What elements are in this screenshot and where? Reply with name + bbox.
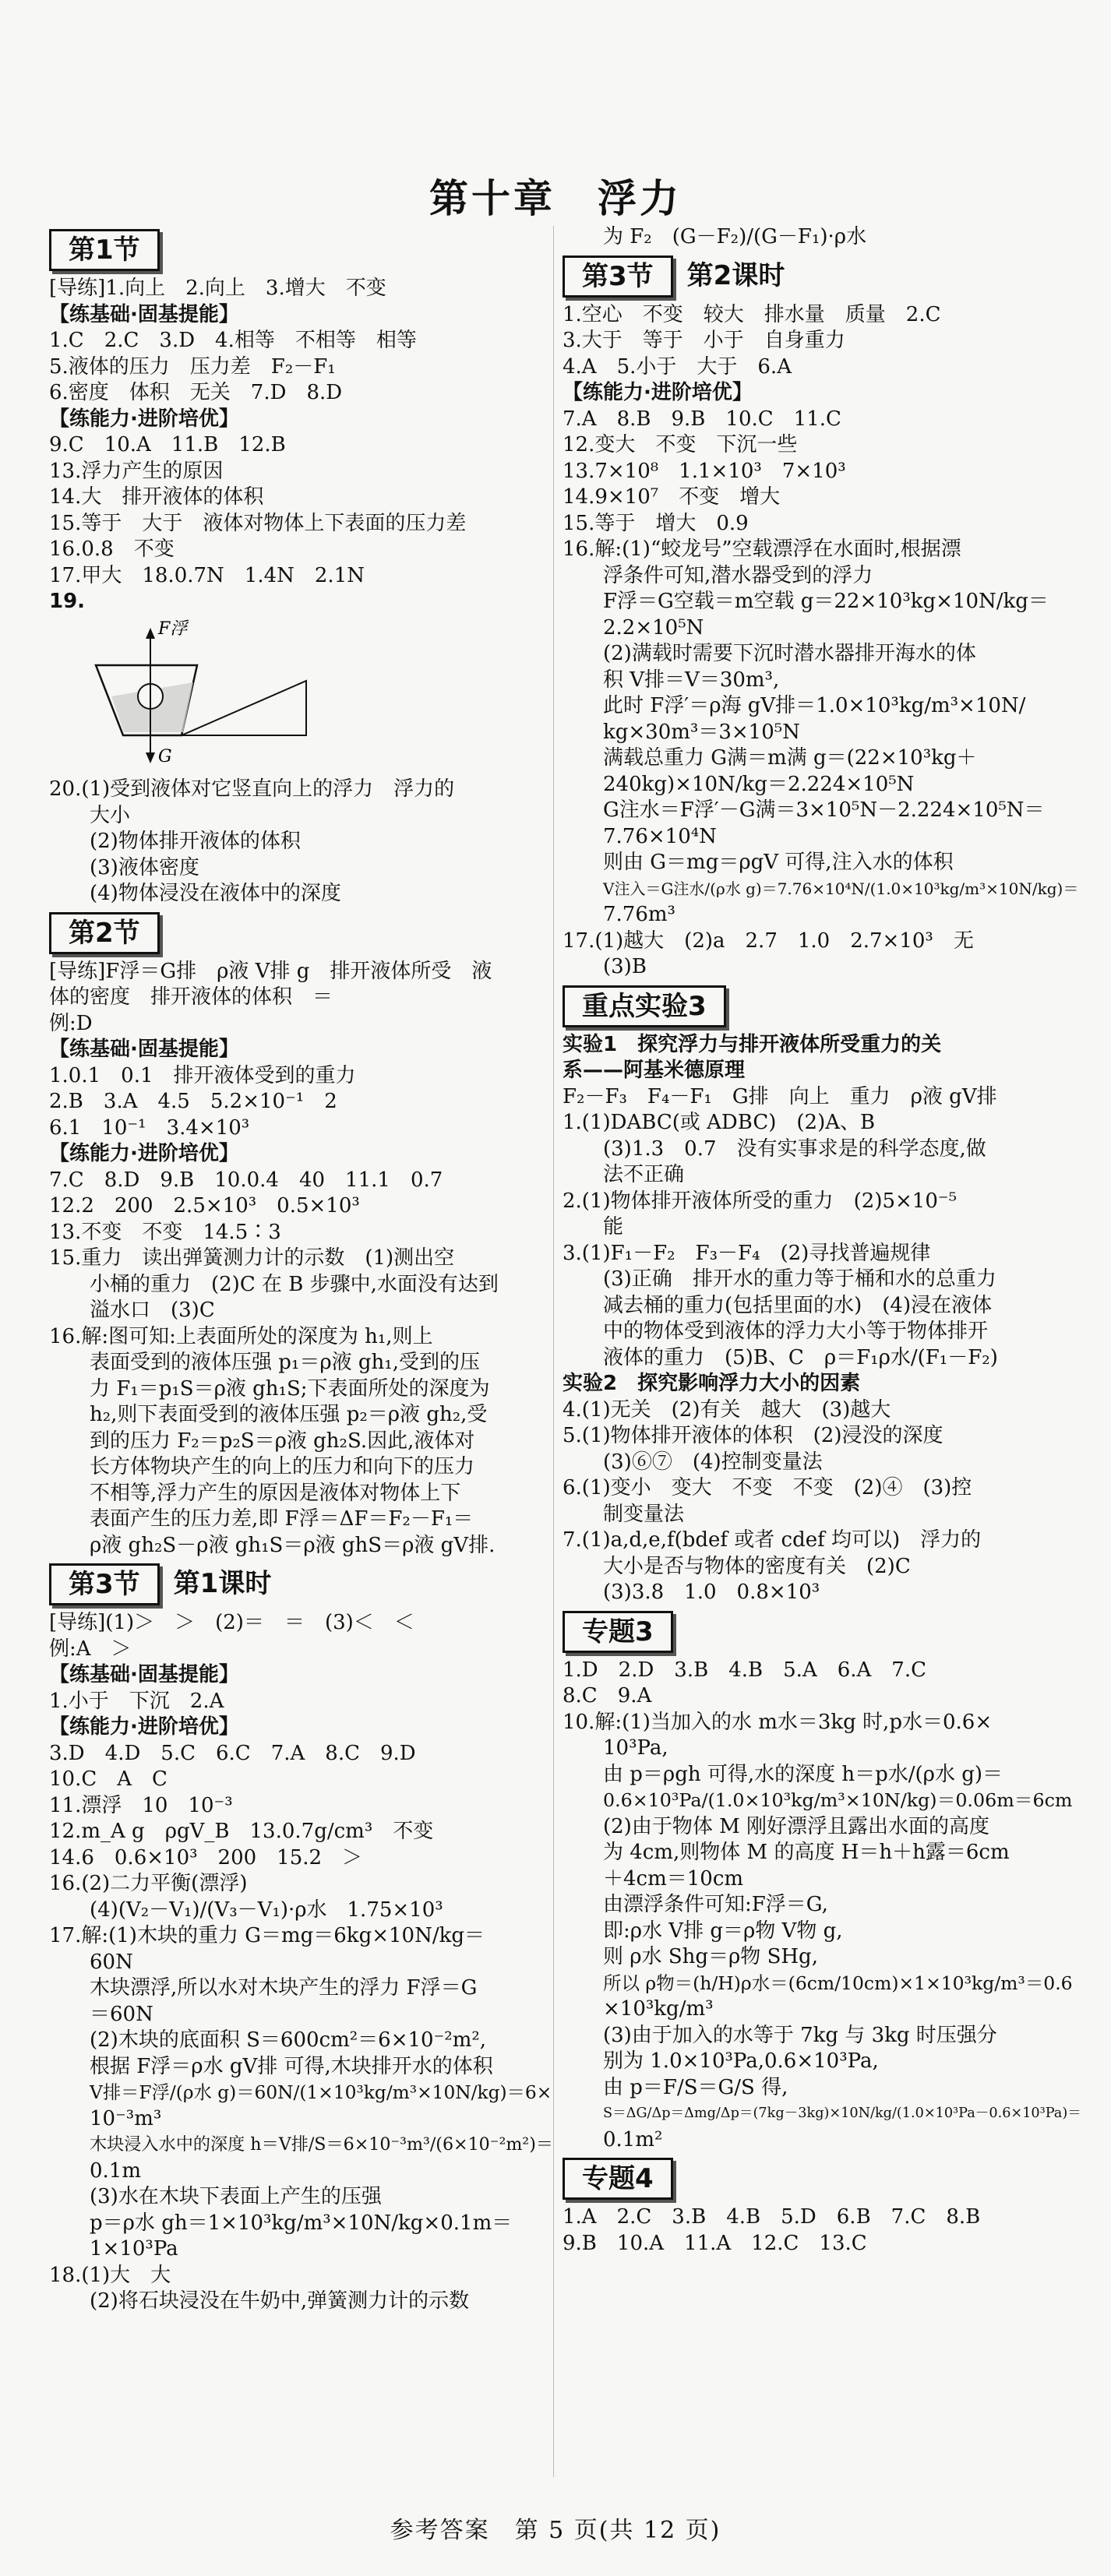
answer-line: kg×30m³＝3×10⁵N <box>603 720 800 744</box>
answer-line: 17.甲大 18.0.7N 1.4N 2.1N <box>49 563 365 587</box>
answer-line: 3.大于 等于 小于 自身重力 <box>563 329 845 352</box>
answer-line: (2)由于物体 M 刚好漂浮且露出水面的高度 <box>603 1814 989 1838</box>
answer-line: [导练](1)＞ ＞ (2)＝ ＝ (3)＜ ＜ <box>49 1611 414 1634</box>
answer-line: 14.6 0.6×10³ 200 15.2 ＞ <box>49 1845 363 1869</box>
answer-line: 根据 F浮＝ρ水 gV排 可得,木块排开水的体积 <box>90 2054 493 2078</box>
section-title-box: 专题3 <box>563 1611 673 1653</box>
section-title-box: 专题4 <box>563 2158 673 2200</box>
answer-line: 1.小于 下沉 2.A <box>49 1689 224 1713</box>
answer-line: (2)将石块浸没在牛奶中,弹簧测力计的示数 <box>90 2289 470 2313</box>
category-heading: 【练能力·进阶培优】 <box>49 407 239 431</box>
answer-line: 例:D <box>49 1011 93 1035</box>
answer-number: 19. <box>49 590 86 613</box>
left-column <box>49 224 553 2315</box>
answer-line: 积 V排＝V＝30m³, <box>603 668 780 692</box>
answer-line: 2.(1)物体排开液体所受的重力 (2)5×10⁻⁵ <box>563 1189 958 1213</box>
gravity-label: G <box>158 746 172 766</box>
buoyancy-force-label: F浮 <box>158 618 188 639</box>
answer-line: 10³Pa, <box>603 1736 668 1760</box>
answer-line: 为 4cm,则物体 M 的高度 H＝h＋h露＝6cm <box>603 1841 1010 1864</box>
answer-line: 3.D 4.D 5.C 6.C 7.A 8.C 9.D <box>49 1741 416 1765</box>
answer-line: (2)物体排开液体的体积 <box>90 830 301 853</box>
section-header <box>563 985 1069 1027</box>
section-subtitle: 第2课时 <box>686 259 785 291</box>
answer-line: 则 ρ水 Shg＝ρ物 SHg, <box>603 1945 818 1968</box>
answer-line: 20.(1)受到液体对它竖直向上的浮力 浮力的 <box>49 777 455 801</box>
answer-line: 10.C A C <box>49 1767 168 1791</box>
answer-line: 力 F₁＝p₁S＝ρ液 gh₁S;下表面所处的深度为 <box>90 1376 490 1401</box>
answer-line: 即:ρ水 V排 g＝ρ物 V物 g, <box>603 1919 843 1943</box>
section-title-box: 第3节 <box>49 1563 160 1605</box>
answer-line: 7.C 8.D 9.B 10.0.4 40 11.1 0.7 <box>49 1168 443 1192</box>
answer-line: 此时 F浮′＝ρ海 gV排＝1.0×10³kg/m³×10N/ <box>603 694 1026 717</box>
answer-line: 0.1m² <box>603 2127 663 2151</box>
answer-line: 液体的重力 (5)B、C ρ＝F₁ρ水/(F₁－F₂) <box>603 1345 998 1369</box>
category-heading: 【练能力·进阶培优】 <box>563 381 753 404</box>
section-header <box>563 1611 1069 1653</box>
answer-line: 13.7×10⁸ 1.1×10³ 7×10³ <box>563 459 846 483</box>
answer-line: 1.A 2.C 3.B 4.B 5.D 6.B 7.C 8.B <box>563 2205 981 2229</box>
answer-line: 大小 <box>90 803 131 827</box>
category-heading: 实验2 探究影响浮力大小的因素 <box>563 1372 861 1395</box>
answer-line: 别为 1.0×10³Pa,0.6×10³Pa, <box>603 2049 879 2073</box>
answer-line: 16.(2)二力平衡(漂浮) <box>49 1872 248 1895</box>
column-divider <box>553 226 554 2477</box>
answer-line: (4)物体浸没在液体中的深度 <box>90 882 341 905</box>
answer-line: 12.变大 不变 下沉一些 <box>563 433 798 456</box>
answer-line: 8.C 9.A <box>563 1684 652 1707</box>
answer-line: 6.密度 体积 无关 7.D 8.D <box>49 381 343 404</box>
category-heading: 系——阿基米德原理 <box>563 1059 746 1082</box>
answer-line: 浮条件可知,潜水器受到的浮力 <box>603 563 873 587</box>
answer-line: h₂,则下表面受到的液体压强 p₂＝ρ液 gh₂,受 <box>90 1403 488 1426</box>
answer-line: (3)水在木块下表面上产生的压强 <box>90 2185 382 2208</box>
category-heading: 【练基础·固基提能】 <box>49 1663 239 1686</box>
answer-line: 15.等于 增大 0.9 <box>563 511 749 535</box>
category-heading: 【练能力·进阶培优】 <box>49 1142 239 1165</box>
answer-line: 2.2×10⁵N <box>603 615 704 640</box>
answer-line: (3)⑥⑦ (4)控制变量法 <box>603 1450 823 1474</box>
answer-line: 1.0.1 0.1 排开液体受到的重力 <box>49 1063 356 1087</box>
answer-line: 0.6×10³Pa/(1.0×10³kg/m³×10N/kg)＝0.06m＝6cm <box>603 1789 1073 1811</box>
section-header <box>49 229 548 271</box>
chapter-title: 第十章 浮力 <box>429 176 682 221</box>
answer-line: 木块漂浮,所以水对木块产生的浮力 F浮＝G <box>90 1976 478 2000</box>
answer-line: 13.浮力产生的原因 <box>49 459 224 483</box>
answer-line: 9.C 10.A 11.B 12.B <box>49 433 286 456</box>
answer-line: 由漂浮条件可知:F浮＝G, <box>603 1893 828 1916</box>
answer-line: 2.B 3.A 4.5 5.2×10⁻¹ 2 <box>49 1090 337 1113</box>
answer-line: 13.不变 不变 14.5∶3 <box>49 1220 281 1244</box>
section-header <box>49 1563 548 1605</box>
right-column <box>563 224 1081 2257</box>
answer-line: 15.重力 读出弹簧测力计的示数 (1)测出空 <box>49 1246 455 1270</box>
answer-line: G注水＝F浮′－G满＝3×10⁵N－2.224×10⁵N＝ <box>603 798 1045 822</box>
answer-line: 6.(1)变小 变大 不变 不变 (2)④ (3)控 <box>563 1476 972 1499</box>
answer-line: (3)3.8 1.0 0.8×10³ <box>603 1580 820 1604</box>
category-heading: 【练能力·进阶培优】 <box>49 1715 239 1739</box>
answer-line: 5.(1)物体排开液体的体积 (2)浸没的深度 <box>563 1424 943 1447</box>
answer-line: (4)(V₂－V₁)/(V₃－V₁)·ρ水 1.75×10³ <box>90 1898 443 1922</box>
answer-line: 小桶的重力 (2)C 在 B 步骤中,水面没有达到 <box>90 1272 499 1296</box>
answer-line: 18.(1)大 大 <box>49 2263 171 2287</box>
category-heading: 【练基础·固基提能】 <box>49 1038 239 1061</box>
section-title-box: 第1节 <box>49 229 160 271</box>
answer-line: 溢水口 (3)C <box>90 1299 215 1322</box>
answer-line: 能 <box>603 1215 624 1239</box>
answer-line: 例:A ＞ <box>49 1637 132 1661</box>
answer-line: 16.0.8 不变 <box>49 537 175 561</box>
category-heading: 实验1 探究浮力与排开液体所受重力的关 <box>563 1032 942 1056</box>
answer-line: 到的压力 F₂＝p₂S＝ρ液 gh₂S.因此,液体对 <box>90 1429 475 1453</box>
answer-line: 10.解:(1)当加入的水 m水＝3kg 时,p水＝0.6× <box>563 1710 993 1734</box>
answer-line: V注入＝G注水/(ρ水 g)＝7.76×10⁴N/(1.0×10³kg/m³×10N/kg)＝ <box>603 879 1079 898</box>
answer-line: (3)B <box>603 955 647 978</box>
answer-line: 17.(1)越大 (2)a 2.7 1.0 2.7×10³ 无 <box>563 929 974 953</box>
answer-line: 法不正确 <box>603 1163 685 1186</box>
answer-line: 4.(1)无关 (2)有关 越大 (3)越大 <box>563 1397 891 1422</box>
answer-line: ×10³kg/m³ <box>603 1997 714 2021</box>
answer-line: 1.(1)DABC(或 ADBC) (2)A、B <box>563 1111 876 1134</box>
answer-line: (2)满载时需要下沉时潜水器排开海水的体 <box>603 642 976 665</box>
answer-line: (2)木块的底面积 S＝600cm²＝6×10⁻²m², <box>90 2028 487 2052</box>
answer-line: 5.液体的压力 压力差 F₂－F₁ <box>49 354 336 379</box>
answer-line: ＝60N <box>90 2002 153 2026</box>
answer-line: 满载总重力 G满＝m满 g＝(22×10³kg＋ <box>603 746 977 770</box>
answer-line: 12.m_A g ρgV_B 13.0.7g/cm³ 不变 <box>49 1820 434 1843</box>
answer-line: 大小是否与物体的密度有关 (2)C <box>603 1554 911 1578</box>
answer-line: 12.2 200 2.5×10³ 0.5×10³ <box>49 1194 360 1218</box>
answer-line: 15.等于 大于 液体对物体上下表面的压力差 <box>49 511 467 535</box>
answer-line: ＋4cm＝10cm <box>603 1866 744 1891</box>
answer-line: (3)1.3 0.7 没有实事求是的科学态度,做 <box>603 1136 986 1161</box>
answer-line: 1.D 2.D 3.B 4.B 5.A 6.A 7.C <box>563 1658 926 1682</box>
answer-line: 17.解:(1)木块的重力 G＝mg＝6kg×10N/kg＝ <box>49 1924 485 1947</box>
answer-line: 体的密度 排开液体的体积 ＝ <box>49 985 333 1009</box>
answer-line: 1×10³Pa <box>90 2237 178 2261</box>
answer-line: S＝ΔG/Δp＝Δmg/Δp＝(7kg－3kg)×10N/kg/(1.0×10³Pa－0.6×10³Pa)＝ <box>603 2106 1081 2121</box>
answer-line: 表面产生的压力差,即 F浮＝ΔF＝F₂－F₁＝ <box>90 1507 474 1531</box>
buoyancy-diagram <box>80 618 314 766</box>
answer-line: [导练]F浮＝G排 ρ液 V排 g 排开液体所受 液 <box>49 959 492 983</box>
answer-line: F₂－F₃ F₄－F₁ G排 向上 重力 ρ液 gV排 <box>563 1084 997 1108</box>
answer-line: (3)正确 排开水的重力等于桶和水的总重力 <box>603 1267 996 1291</box>
answer-line: 所以 ρ物＝(h/H)ρ水＝(6cm/10cm)×1×10³kg/m³＝0.6 <box>603 1972 1073 1994</box>
answer-line: 7.A 8.B 9.B 10.C 11.C <box>563 407 841 431</box>
page-footer: 参考答案 第 5 页(共 12 页) <box>390 2517 721 2544</box>
answer-line: 16.解:(1)“蛟龙号”空载漂浮在水面时,根据漂 <box>563 537 961 561</box>
answer-line: ρ液 gh₂S－ρ液 gh₁S＝ρ液 ghS＝ρ液 gV排. <box>90 1533 496 1557</box>
category-heading: 【练基础·固基提能】 <box>49 302 239 326</box>
answer-line: 14.9×10⁷ 不变 增大 <box>563 485 781 509</box>
answer-line: 7.76×10⁴N <box>603 824 717 848</box>
section-subtitle: 第1课时 <box>173 1568 272 1600</box>
answer-line: 不相等,浮力产生的原因是液体对物体上下 <box>90 1481 461 1505</box>
answer-line: 11.漂浮 10 10⁻³ <box>49 1793 233 1817</box>
answer-line: 14.大 排开液体的体积 <box>49 485 264 509</box>
answer-line: 1.C 2.C 3.D 4.相等 不相等 相等 <box>49 329 417 352</box>
answer-line: 木块浸入水中的深度 h＝V排/S＝6×10⁻³m³/(6×10⁻²m²)＝ <box>90 2134 553 2155</box>
section-header <box>563 2158 1069 2200</box>
section-header <box>563 255 1069 298</box>
answer-line: 60N <box>90 1950 133 1974</box>
answer-line: 3.(1)F₁－F₂ F₃－F₄ (2)寻找普遍规律 <box>563 1241 931 1265</box>
answer-line: (3)液体密度 <box>90 855 199 879</box>
answer-line: 10⁻³m³ <box>90 2106 162 2130</box>
answer-line: F浮＝G空载＝m空载 g＝22×10³kg×10N/kg＝ <box>603 590 1049 613</box>
answer-line: 则由 G＝mg＝ρgV 可得,注入水的体积 <box>603 851 954 874</box>
section-header <box>49 912 548 954</box>
answer-line: 0.1m <box>90 2158 142 2183</box>
answer-line: 6.1 10⁻¹ 3.4×10³ <box>49 1115 250 1140</box>
answer-line: 制变量法 <box>603 1502 685 1526</box>
answer-line: 由 p＝F/S＝G/S 得, <box>603 2075 788 2099</box>
answer-line: [导练]1.向上 2.向上 3.增大 不变 <box>49 277 386 300</box>
answer-line: 4.A 5.小于 大于 6.A <box>563 354 792 379</box>
section-title-box: 第2节 <box>49 912 160 954</box>
answer-line: 7.76m³ <box>603 903 675 926</box>
answer-line: 9.B 10.A 11.A 12.C 13.C <box>563 2231 867 2255</box>
answer-line: 1.空心 不变 较大 排水量 质量 2.C <box>563 302 941 326</box>
answer-line: p＝ρ水 gh＝1×10³kg/m³×10N/kg×0.1m＝ <box>90 2211 513 2235</box>
answer-line: 长方体物块产生的向上的压力和向下的压力 <box>90 1455 475 1478</box>
answer-line: 中的物体受到液体的浮力大小等于物体排开 <box>603 1320 989 1343</box>
answer-line: 由 p＝ρgh 可得,水的深度 h＝p水/(ρ水 g)＝ <box>603 1762 1003 1786</box>
section-title-box: 第3节 <box>563 255 673 298</box>
answer-line: 240kg)×10N/kg＝2.224×10⁵N <box>603 772 915 796</box>
answer-line: 为 F₂ (G－F₂)/(G－F₁)·ρ水 <box>603 225 867 248</box>
answer-line: V排＝F浮/(ρ水 g)＝60N/(1×10³kg/m³×10N/kg)＝6× <box>90 2082 552 2103</box>
answer-line: 减去桶的重力(包括里面的水) (4)浸在液体 <box>603 1293 993 1317</box>
answer-line: 7.(1)a,d,e,f(bdef 或者 cdef 均可以) 浮力的 <box>563 1528 982 1552</box>
figure-block <box>49 589 548 774</box>
answer-line: 表面受到的液体压强 p₁＝ρ液 gh₁,受到的压 <box>90 1351 480 1374</box>
section-title-box: 重点实验3 <box>563 985 726 1027</box>
answer-line: 16.解:图可知:上表面所处的深度为 h₁,则上 <box>49 1324 433 1348</box>
answer-line: (3)由于加入的水等于 7kg 与 3kg 时压强分 <box>603 2023 997 2047</box>
